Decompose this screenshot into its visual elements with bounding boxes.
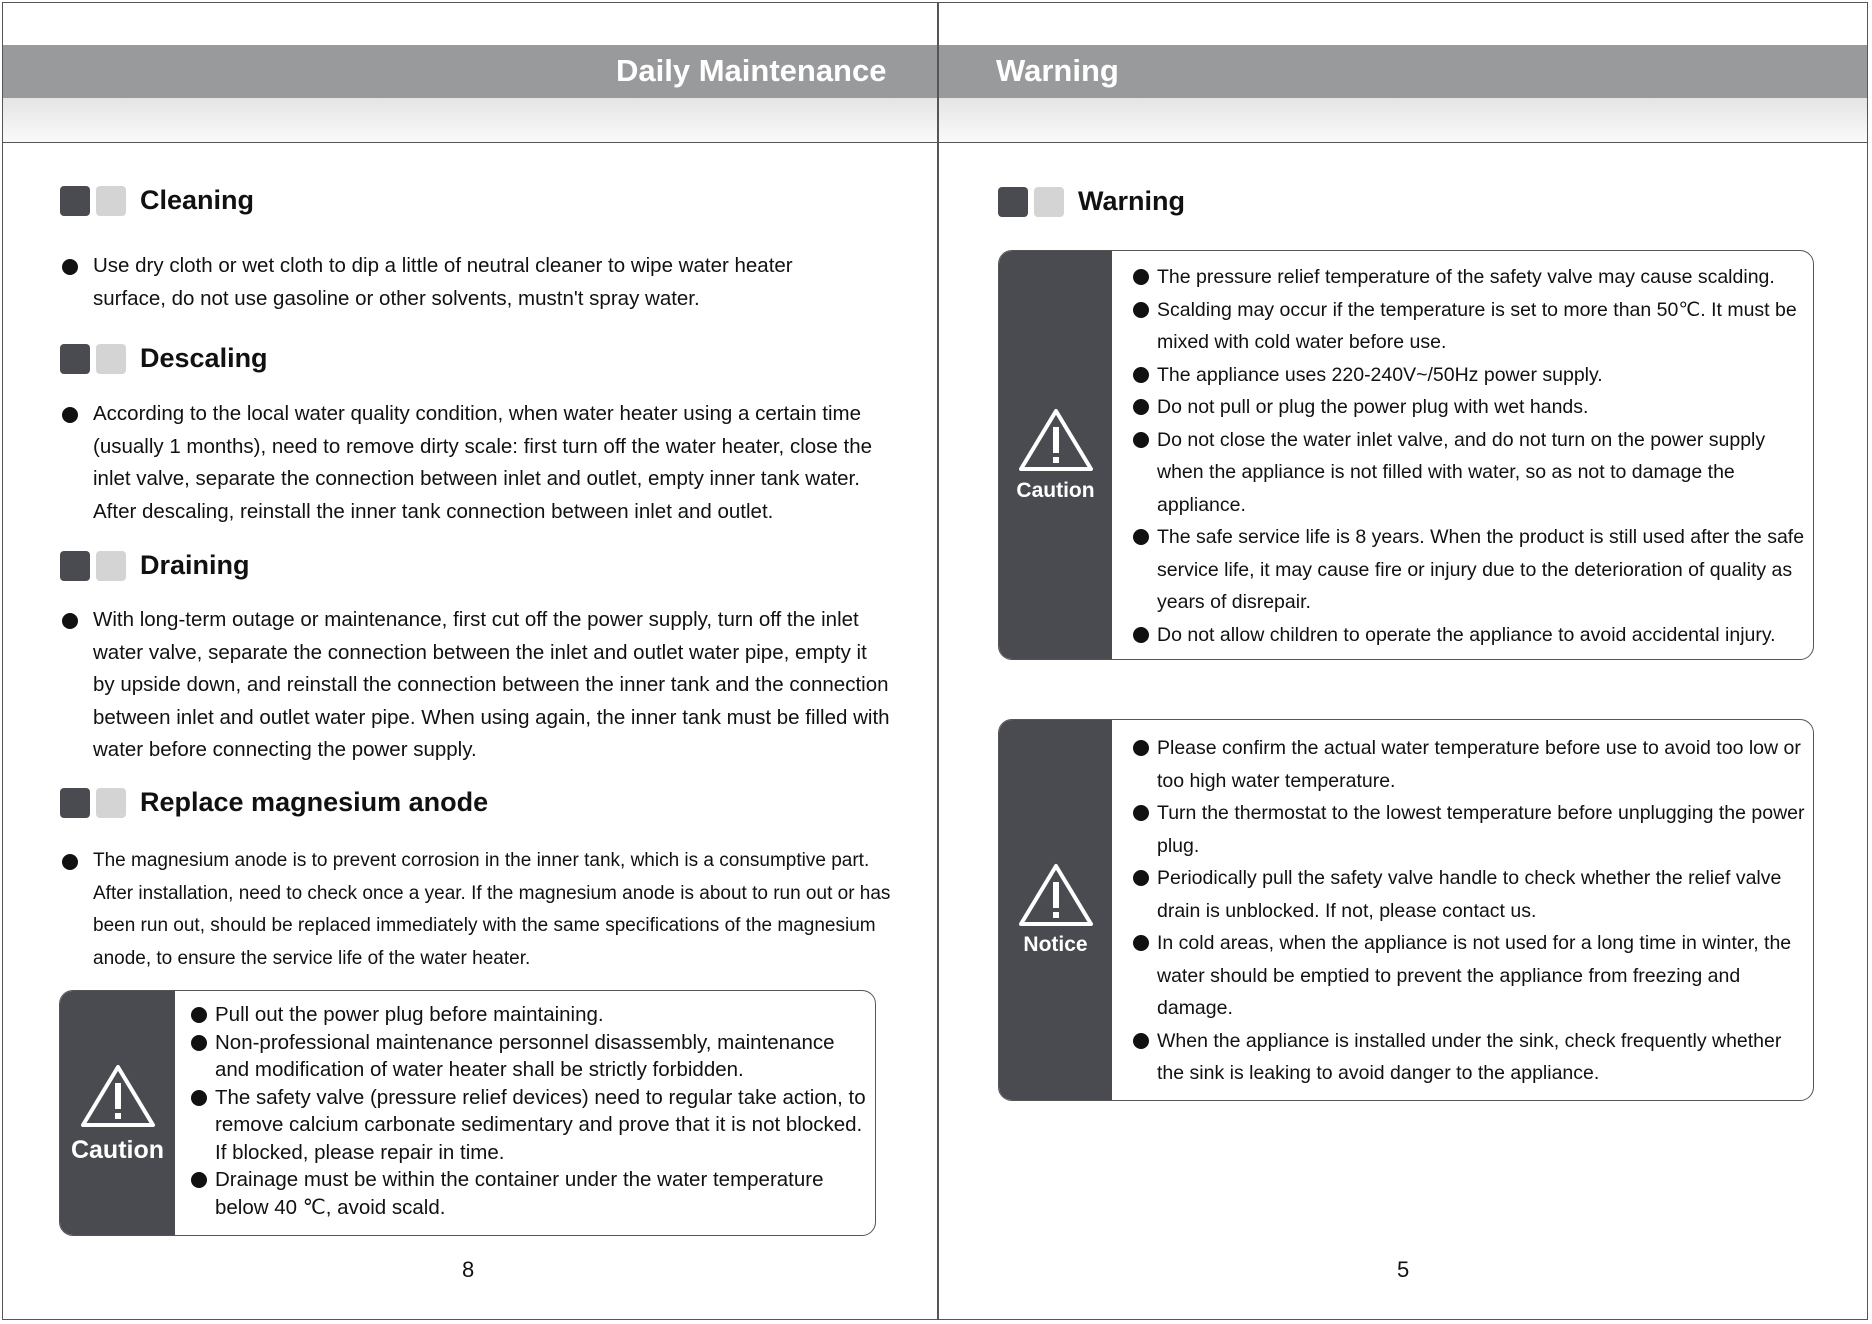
descaling-text: According to the local water quality condition, when water heater using a certain time (usually 1 months), need to remove dirty scale: first turn off the water heater, close the inlet valve, separate the connection between inlet and outlet, empty inner tank water. After descaling, reinstall the inner tank connection between inlet and outlet.	[93, 402, 872, 523]
notice-item	[1133, 862, 1813, 927]
page-number-right: 5	[1397, 1257, 1410, 1282]
section-title: Warning	[1078, 186, 1185, 216]
section-title: Descaling	[140, 343, 268, 373]
section-marker-light	[96, 344, 126, 374]
bullet-dot	[62, 613, 78, 629]
bullet-dot	[1133, 1033, 1149, 1049]
caution-item-text: Do not allow children to operate the appliance to avoid accidental injury.	[1157, 623, 1776, 646]
section-marker-dark	[60, 551, 90, 581]
bullet-dot	[1133, 740, 1149, 756]
notice-item	[1133, 927, 1813, 1025]
section-title: Cleaning	[140, 185, 255, 215]
caution-item	[1133, 359, 1813, 392]
caution-item-text: The appliance uses 220-240V~/50Hz power supply.	[1157, 363, 1603, 386]
bullet-dot	[1133, 432, 1149, 448]
bullet-dot	[1133, 399, 1149, 415]
section-title: Draining	[140, 550, 250, 580]
draining-text: With long-term outage or maintenance, first cut off the power supply, turn off the inlet water valve, separate the connection between the inlet and outlet water pipe, empty it by upside down, and reinstall the connection between the inner tank and the connection between inlet and outlet water pipe. When using again, the inner tank must be filled with water before connecting the power supply.	[93, 608, 890, 761]
descaling-paragraph	[62, 398, 892, 528]
bullet-dot	[62, 407, 78, 423]
notice-item-text: Turn the thermostat to the lowest temperature before unplugging the power plug.	[1157, 802, 1805, 857]
section-marker-dark	[998, 187, 1028, 217]
cleaning-text: Use dry cloth or wet cloth to dip a little of neutral cleaner to wipe water heater surface, do not use gasoline or other solvents, mustn't spray water.	[93, 254, 793, 310]
bullet-dot	[1133, 805, 1149, 821]
caution-item-text: Non-professional maintenance personnel disassembly, maintenance and modification of water heater shall be strictly forbidden.	[215, 1030, 835, 1081]
notice-item-text: When the appliance is installed under the sink, check frequently whether the sink is leaking to avoid danger to the appliance.	[1157, 1029, 1782, 1084]
page-divider	[937, 2, 939, 1320]
bullet-dot	[191, 1090, 207, 1106]
caution-item	[191, 1029, 866, 1084]
bullet-dot	[1133, 269, 1149, 285]
left-page-header: Daily Maintenance	[616, 53, 887, 88]
caution-side-panel	[999, 251, 1112, 659]
section-heading-warning	[998, 186, 1185, 217]
section-marker-light	[96, 788, 126, 818]
section-marker-dark	[60, 344, 90, 374]
bullet-dot	[1133, 367, 1149, 383]
caution-item	[1133, 619, 1813, 652]
caution-item-text: Do not close the water inlet valve, and do not turn on the power supply when the appliance is not filled with water, so as not to damage the appliance.	[1157, 428, 1766, 516]
caution-item	[1133, 294, 1813, 359]
caution-item	[1133, 521, 1813, 619]
caution-item	[191, 1084, 866, 1167]
notice-label: Notice	[1023, 933, 1088, 956]
section-title: Replace magnesium anode	[140, 787, 489, 817]
notice-item-text: Periodically pull the safety valve handle to check whether the relief valve drain is unblocked. If not, please contact us.	[1157, 867, 1782, 922]
section-heading-draining	[60, 550, 250, 581]
section-heading-descaling	[60, 343, 268, 374]
warning-caution-box	[998, 250, 1814, 660]
bullet-dot	[62, 854, 78, 870]
notice-item-text: Please confirm the actual water temperature before use to avoid too low or too high water temperature.	[1157, 737, 1801, 792]
notice-item-text: In cold areas, when the appliance is not used for a long time in winter, the water should be emptied to prevent the appliance from freezing and damage.	[1157, 932, 1792, 1019]
caution-item-text: The safe service life is 8 years. When the product is still used after the safe service life, it may cause fire or injury due to the deterioration of quality as years of disrepair.	[1157, 526, 1805, 613]
caution-item-text: Do not pull or plug the power plug with wet hands.	[1157, 396, 1589, 418]
notice-item	[1133, 797, 1813, 862]
bullet-dot	[1133, 870, 1149, 886]
bullet-dot	[62, 259, 78, 275]
maintenance-caution-box	[59, 990, 876, 1236]
notice-item	[1133, 732, 1813, 797]
section-heading-cleaning	[60, 185, 254, 216]
header-band	[3, 45, 1867, 98]
warning-triangle-icon	[1017, 862, 1095, 928]
section-marker-light	[1034, 187, 1064, 217]
notice-list	[1133, 732, 1813, 1090]
caution-label: Caution	[1016, 479, 1095, 502]
caution-list	[1133, 261, 1813, 651]
caution-item	[1133, 391, 1813, 424]
right-page-header: Warning	[996, 53, 1119, 88]
section-marker-dark	[60, 788, 90, 818]
bullet-dot	[1133, 935, 1149, 951]
section-marker-dark	[60, 186, 90, 216]
warning-triangle-icon	[1017, 407, 1095, 473]
notice-side-panel	[999, 720, 1112, 1100]
bullet-dot	[1133, 529, 1149, 545]
section-marker-light	[96, 551, 126, 581]
caution-item-text: Drainage must be within the container under the water temperature below 40 ℃, avoid scald.	[215, 1168, 824, 1219]
bullet-dot	[1133, 627, 1149, 643]
caution-label: Caution	[70, 1136, 165, 1164]
header-shade	[3, 98, 1867, 143]
caution-item-text: Scalding may occur if the temperature is set to more than 50℃. It must be mixed with cold water before use.	[1157, 298, 1797, 353]
cleaning-paragraph	[62, 250, 842, 315]
notice-box	[998, 719, 1814, 1101]
caution-item-text: Pull out the power plug before maintaining.	[215, 1003, 604, 1026]
caution-item	[191, 1166, 866, 1221]
caution-item-text: The pressure relief temperature of the safety valve may cause scalding.	[1157, 266, 1775, 288]
caution-item	[1133, 261, 1813, 294]
caution-item	[1133, 424, 1813, 522]
caution-list	[191, 1001, 866, 1221]
anode-text: The magnesium anode is to prevent corrosion in the inner tank, which is a consumptive part. After installation, need to check once a year. If the magnesium anode is about to run out or has been run out, should be replaced immediately with the same specifications of the magnesium anode, to ensure the service life of the water heater.	[93, 850, 891, 969]
page-number-left: 8	[462, 1257, 475, 1282]
warning-triangle-icon	[79, 1063, 157, 1129]
anode-paragraph	[62, 845, 894, 975]
draining-paragraph	[62, 604, 890, 767]
bullet-dot	[191, 1172, 207, 1188]
section-heading-replace-anode	[60, 787, 488, 818]
bullet-dot	[191, 1035, 207, 1051]
caution-side-panel	[60, 991, 175, 1235]
section-marker-light	[96, 186, 126, 216]
bullet-dot	[1133, 302, 1149, 318]
bullet-dot	[191, 1007, 207, 1023]
caution-item	[191, 1001, 866, 1029]
caution-item-text: The safety valve (pressure relief devices) need to regular take action, to remove calcium carbonate sedimentary and prove that it is not blocked. If blocked, please repair in time.	[215, 1085, 866, 1164]
notice-item	[1133, 1025, 1813, 1090]
